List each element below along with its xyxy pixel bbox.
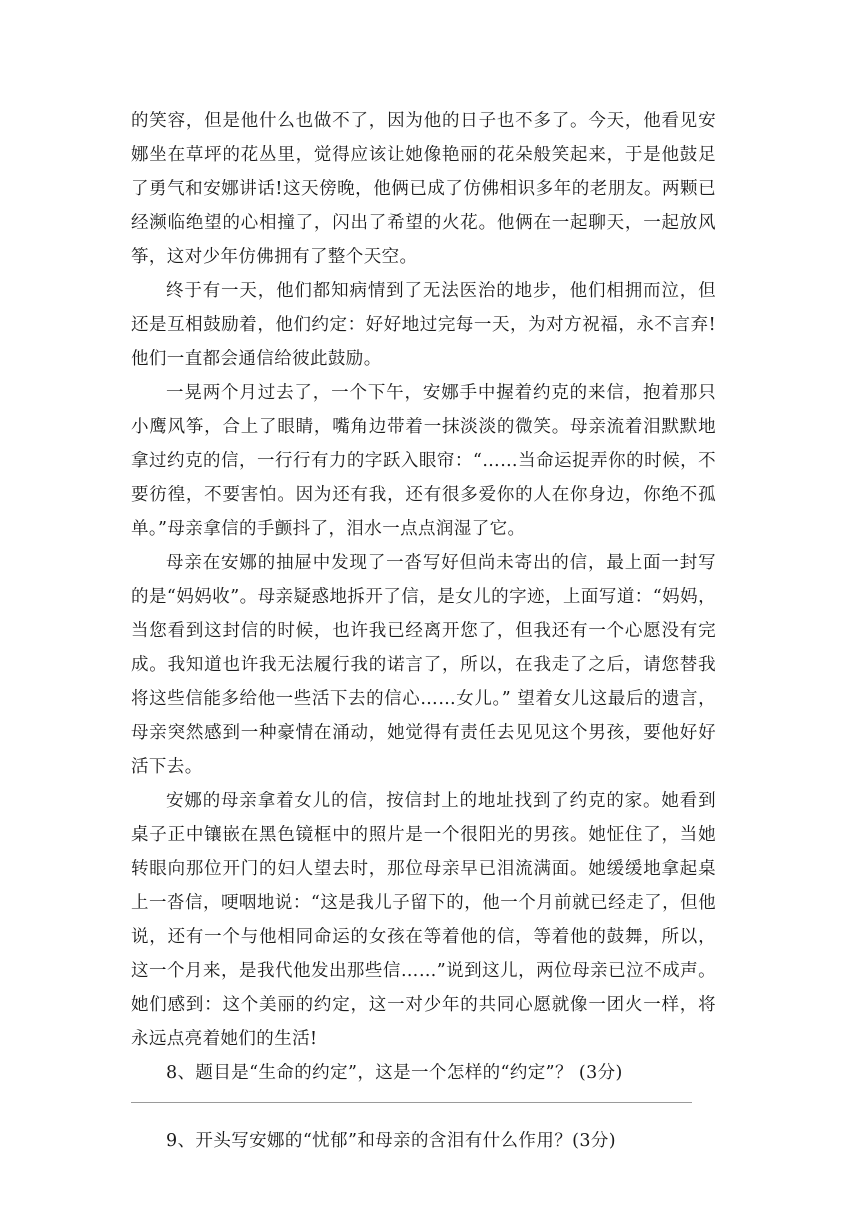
- paragraph-3: 一晃两个月过去了，一个下午，安娜手中握着约克的来信，抱着那只小鹰风筝，合上了眼睛，嘴角边带着一抹淡淡的微笑。母亲流着泪默默地拿过约克的信，一行行有力的字跃入眼帘：“……当命运捉弄你的时候，不要彷徨，不要害怕。因为还有我，还有很多爱你的人在你身边，你绝不孤单。”母亲拿信的手颤抖了，泪水一点点润湿了它。: [131, 383, 716, 539]
- paragraph-1: 的笑容，但是他什么也做不了，因为他的日子也不多了。今天，他看见安娜坐在草坪的花丛里，觉得应该让她像艳丽的花朵般笑起来，于是他鼓足了勇气和安娜讲话!这天傍晚，他俩已成了仿佛相识多年的老朋友。两颗已经濒临绝望的心相撞了，闪出了希望的火花。他俩在一起聊天，一起放风筝，这对少年仿佛拥有了整个天空。: [131, 111, 716, 267]
- answer-line[interactable]: [131, 1090, 716, 1124]
- reading-passage: [131, 104, 716, 1158]
- paragraph-2: 终于有一天，他们都知病情到了无法医治的地步，他们相拥而泣，但还是互相鼓励着，他们约定：好好地过完每一天，为对方祝福，永不言弃!他们一直都会通信给彼此鼓励。: [131, 281, 716, 369]
- question-9: 9、开头写安娜的“忧郁”和母亲的含泪有什么作用？(3分): [166, 1131, 617, 1151]
- paragraph-4: 母亲在安娜的抽屉中发现了一沓写好但尚未寄出的信，最上面一封写的是“妈妈收”。母亲疑惑地拆开了信，是女儿的字迹，上面写道：“妈妈，当您看到这封信的时候，也许我已经离开您了，但我还有一个心愿没有完成。我知道也许我无法履行我的诺言了，所以，在我走了之后，请您替我将这些信能多给他一些活下去的信心……女儿。” 望着女儿这最后的遗言，母亲突然感到一种豪情在涌动，她觉得有责任去见见这个男孩，要他好好活下去。: [131, 553, 716, 777]
- paragraph-5: 安娜的母亲拿着女儿的信，按信封上的地址找到了约克的家。她看到桌子正中镶嵌在黑色镜框中的照片是一个很阳光的男孩。她怔住了，当她转眼向那位开门的妇人望去时，那位母亲早已泪流满面。她缓缓地拿起桌上一沓信，哽咽地说：“这是我儿子留下的，他一个月前就已经走了，但他说，还有一个与他相同命运的女孩在等着他的信，等着他的鼓舞，所以，这一个月来，是我代他发出那些信……”说到这儿，两位母亲已泣不成声。她们感到：这个美丽的约定，这一对少年的共同心愿就像一团火一样，将永远点亮着她们的生活!: [131, 791, 716, 1049]
- question-8: 8、题目是“生命的约定”，这是一个怎样的“约定”？ (3分): [166, 1063, 623, 1083]
